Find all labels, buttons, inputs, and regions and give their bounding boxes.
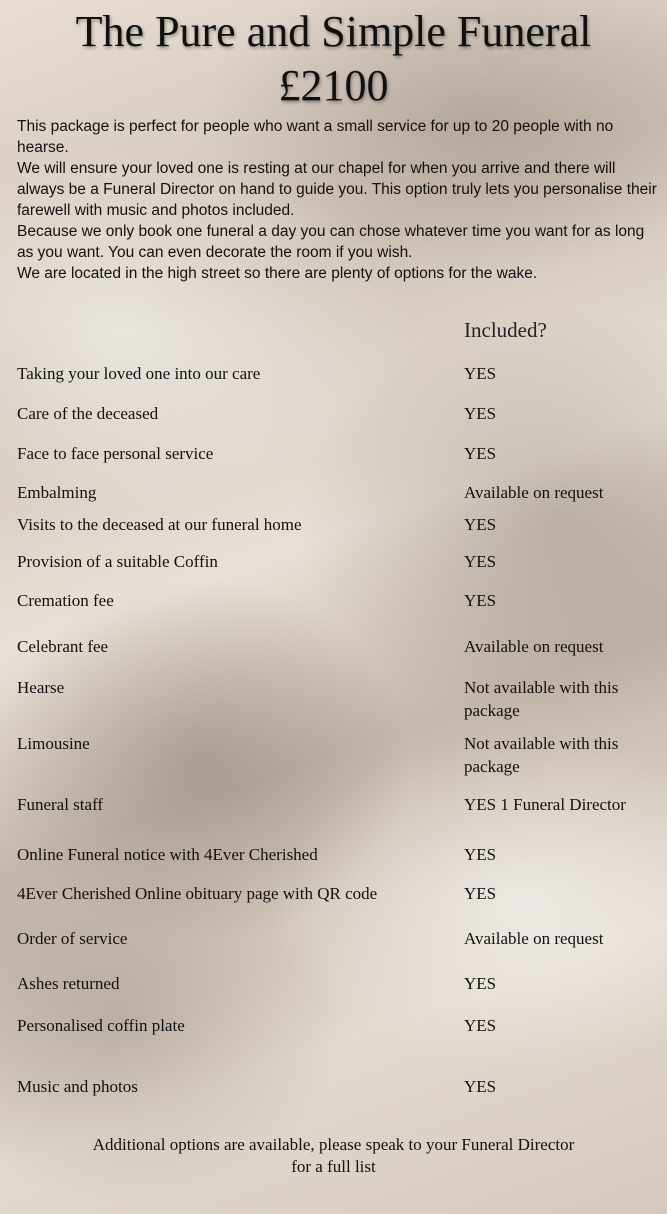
service-name: Music and photos bbox=[17, 1077, 138, 1096]
service-name: Celebrant fee bbox=[17, 637, 109, 656]
service-name: Embalming bbox=[17, 483, 97, 502]
service-name: Order of service bbox=[17, 929, 128, 948]
service-name: Funeral staff bbox=[17, 795, 104, 814]
package-price: £2100 bbox=[278, 61, 389, 110]
included-value: YES bbox=[464, 591, 497, 610]
included-value: Available on request bbox=[464, 637, 604, 656]
page-title: The Pure and Simple Funeral bbox=[75, 7, 592, 56]
intro-paragraph: We are located in the high street so there are plenty of options for the wake. bbox=[17, 265, 538, 282]
service-name: Care of the deceased bbox=[17, 404, 159, 423]
included-value: YES bbox=[464, 974, 497, 993]
included-value: Not available with this package bbox=[464, 734, 619, 776]
service-name: Personalised coffin plate bbox=[17, 1016, 185, 1035]
intro-paragraph: We will ensure your loved one is resting at our chapel for when you arrive and there will always be a Funeral Director on hand to guide you. This option truly lets you personalise their farewell with music and photos included. bbox=[17, 160, 657, 219]
included-value: YES bbox=[464, 1077, 497, 1096]
footer-line: Additional options are available, please speak to your Funeral Director bbox=[92, 1135, 575, 1154]
included-value: YES bbox=[464, 552, 497, 571]
included-value: YES 1 Funeral Director bbox=[464, 795, 626, 814]
service-name: 4Ever Cherished Online obituary page with QR code bbox=[17, 884, 378, 903]
intro-paragraph: This package is perfect for people who want a small service for up to 20 people with no hearse. bbox=[17, 118, 614, 156]
included-column-header: Included? bbox=[464, 318, 547, 342]
service-name: Visits to the deceased at our funeral home bbox=[17, 515, 302, 534]
included-value: YES bbox=[464, 1016, 497, 1035]
service-name: Ashes returned bbox=[17, 974, 120, 993]
intro-text bbox=[17, 116, 657, 284]
service-name: Cremation fee bbox=[17, 591, 114, 610]
included-value: YES bbox=[464, 444, 497, 463]
included-value: YES bbox=[464, 845, 497, 864]
footer-note bbox=[0, 1134, 667, 1178]
service-name: Face to face personal service bbox=[17, 444, 214, 463]
service-name: Limousine bbox=[17, 734, 90, 753]
intro-paragraph: Because we only book one funeral a day you can chose whatever time you want for as long as you want. You can even decorate the room if you wish. bbox=[17, 223, 645, 261]
service-name: Hearse bbox=[17, 678, 65, 697]
included-value: Not available with this package bbox=[464, 678, 619, 720]
included-value: Available on request bbox=[464, 483, 604, 502]
service-name: Taking your loved one into our care bbox=[17, 364, 261, 383]
included-value: YES bbox=[464, 515, 497, 534]
footer-line: for a full list bbox=[291, 1157, 376, 1176]
included-value: YES bbox=[464, 364, 497, 383]
service-name: Provision of a suitable Coffin bbox=[17, 552, 218, 571]
included-value: YES bbox=[464, 884, 497, 903]
service-name: Online Funeral notice with 4Ever Cherished bbox=[17, 845, 318, 864]
included-value: Available on request bbox=[464, 929, 604, 948]
included-value: YES bbox=[464, 404, 497, 423]
